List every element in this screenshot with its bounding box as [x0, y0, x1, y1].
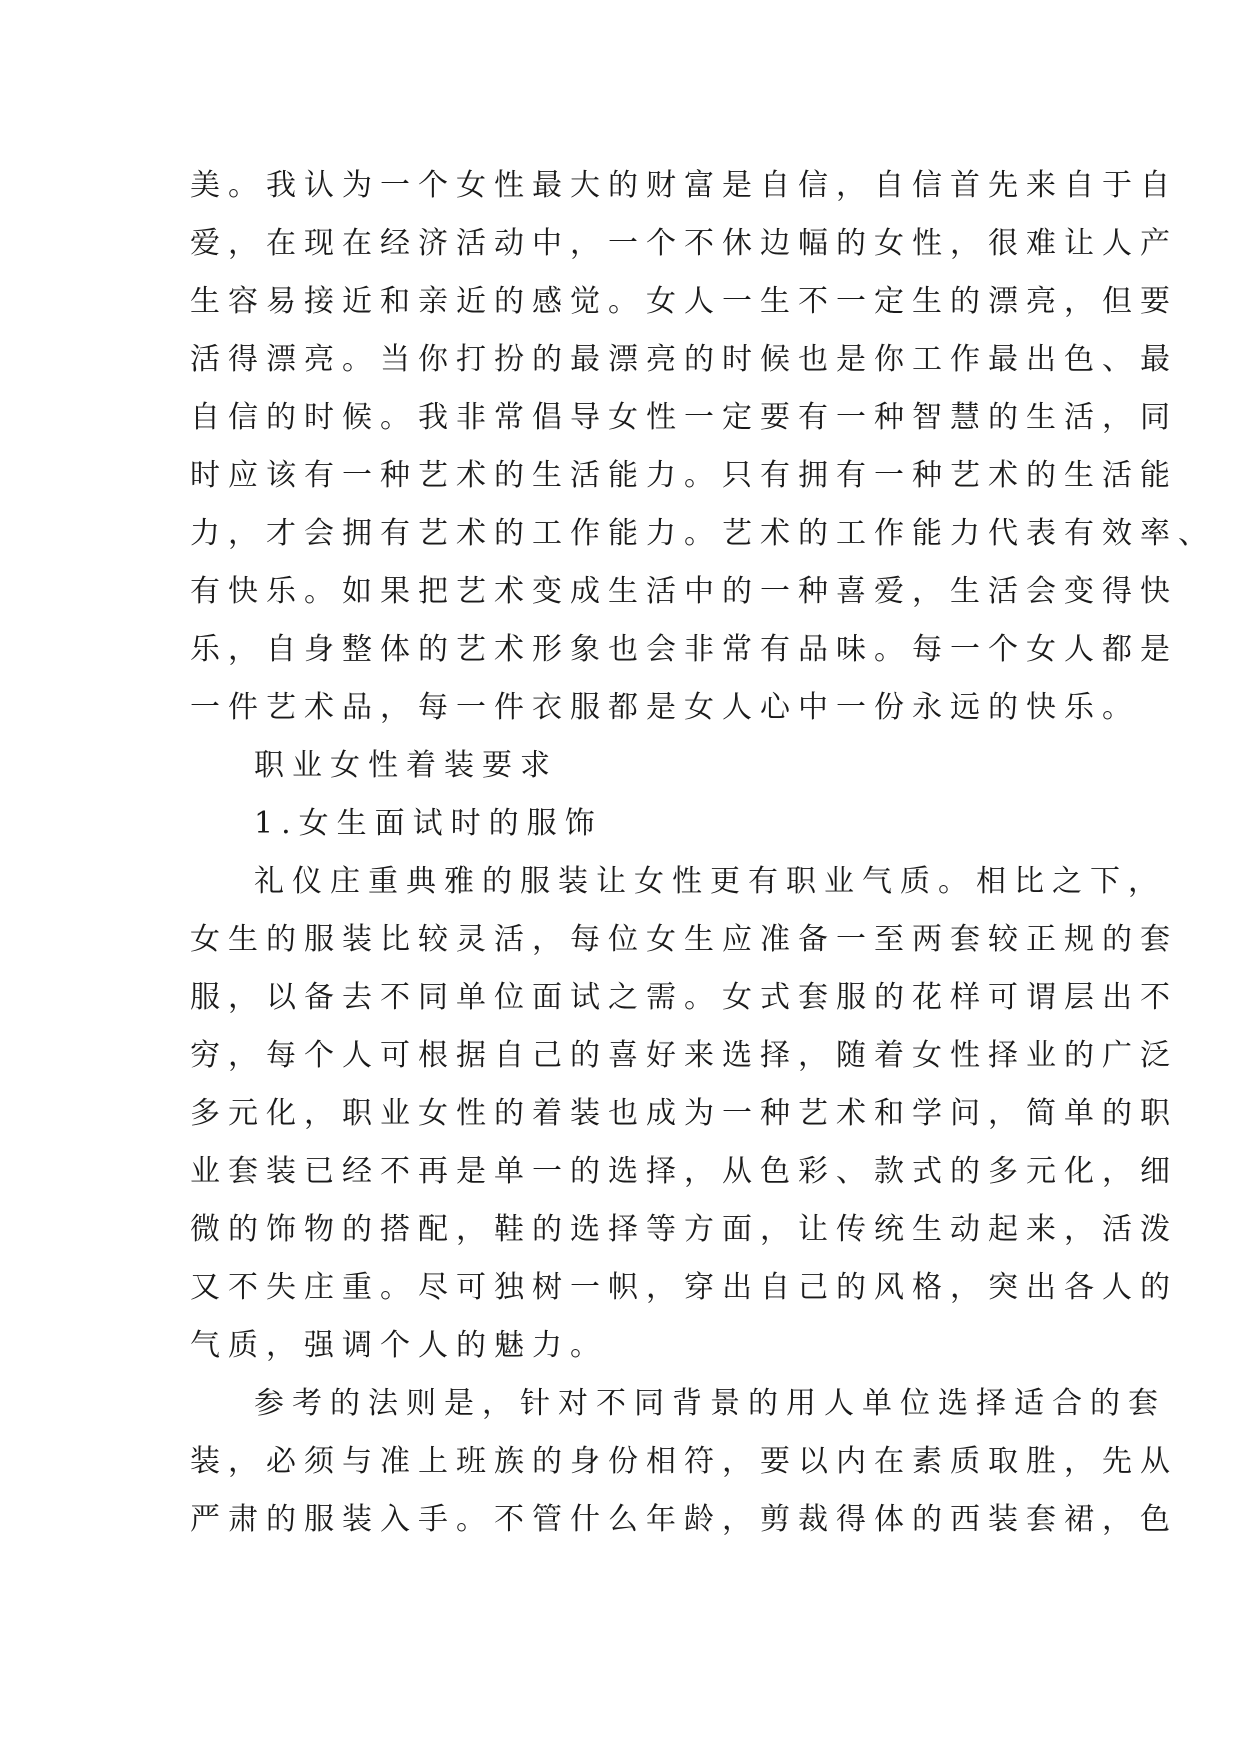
- body-line: 活得漂亮。当你打扮的最漂亮的时候也是你工作最出色、最: [190, 342, 1178, 377]
- body-line: 穷，每个人可根据自己的喜好来选择，随着女性择业的广泛: [190, 1038, 1178, 1073]
- body-line: 气质，强调个人的魅力。: [190, 1328, 608, 1363]
- body-line: 力，才会拥有艺术的工作能力。艺术的工作能力代表有效率、: [190, 516, 1216, 551]
- body-line: 多元化，职业女性的着装也成为一种艺术和学问，简单的职: [190, 1096, 1178, 1131]
- body-line: 美。我认为一个女性最大的财富是自信，自信首先来自于自: [190, 168, 1178, 203]
- paragraph-start-line: 礼仪庄重典雅的服装让女性更有职业气质。相比之下，: [254, 864, 1166, 899]
- subsection-heading: 1.女生面试时的服饰: [254, 806, 603, 841]
- body-line: 时应该有一种艺术的生活能力。只有拥有一种艺术的生活能: [190, 458, 1178, 493]
- paragraph-start-line: 参考的法则是，针对不同背景的用人单位选择适合的套: [254, 1386, 1166, 1421]
- body-line: 又不失庄重。尽可独树一帜，穿出自己的风格，突出各人的: [190, 1270, 1178, 1305]
- body-line: 业套装已经不再是单一的选择，从色彩、款式的多元化，细: [190, 1154, 1178, 1189]
- body-line: 乐，自身整体的艺术形象也会非常有品味。每一个女人都是: [190, 632, 1178, 667]
- body-line: 严肃的服装入手。不管什么年龄，剪裁得体的西装套裙，色: [190, 1502, 1178, 1537]
- body-line: 服，以备去不同单位面试之需。女式套服的花样可谓层出不: [190, 980, 1178, 1015]
- body-line: 装，必须与准上班族的身份相符，要以内在素质取胜，先从: [190, 1444, 1178, 1479]
- body-line: 微的饰物的搭配，鞋的选择等方面，让传统生动起来，活泼: [190, 1212, 1178, 1247]
- body-line: 有快乐。如果把艺术变成生活中的一种喜爱，生活会变得快: [190, 574, 1178, 609]
- body-line: 女生的服装比较灵活，每位女生应准备一至两套较正规的套: [190, 922, 1178, 957]
- body-line: 自信的时候。我非常倡导女性一定要有一种智慧的生活，同: [190, 400, 1178, 435]
- body-line: 生容易接近和亲近的感觉。女人一生不一定生的漂亮，但要: [190, 284, 1178, 319]
- body-line: 爱，在现在经济活动中，一个不休边幅的女性，很难让人产: [190, 226, 1178, 261]
- document-body: [190, 157, 1216, 1549]
- section-heading: 职业女性着装要求: [254, 748, 558, 783]
- body-line: 一件艺术品，每一件衣服都是女人心中一份永远的快乐。: [190, 690, 1140, 725]
